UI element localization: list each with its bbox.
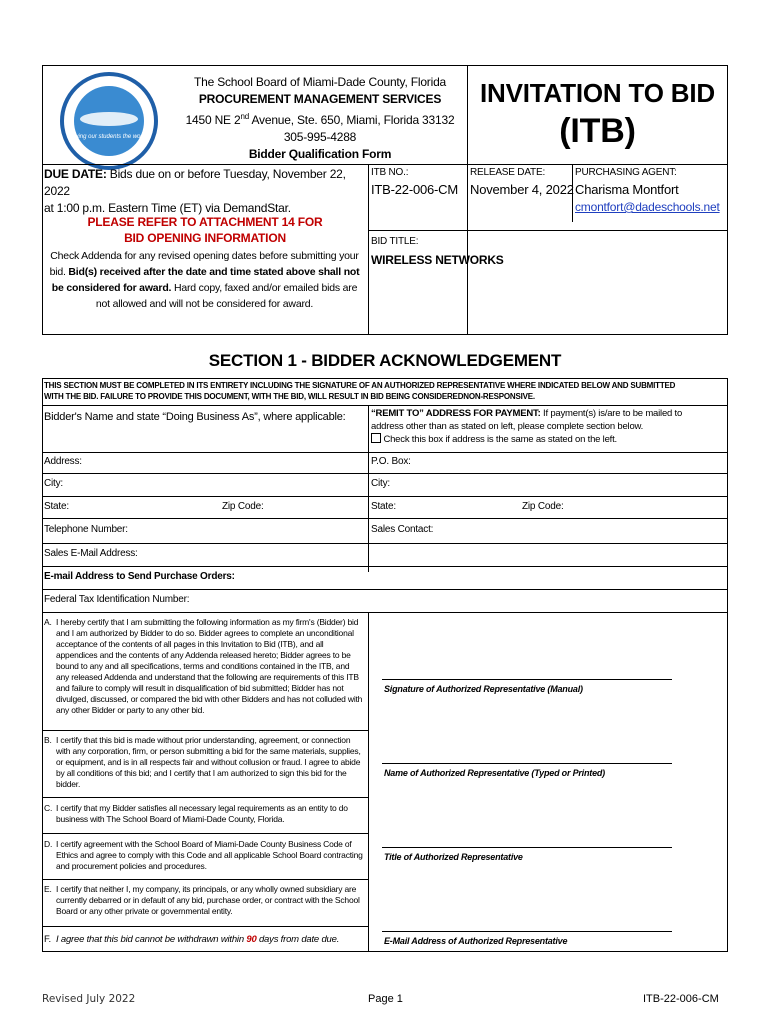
cert-line: bound to any and all specifications, terms and conditions contained in the ITB, and xyxy=(56,661,350,671)
address-line: 1450 NE 2nd Avenue, Ste. 650, Miami, Florida 33132 xyxy=(185,112,455,127)
logo-wave-icon xyxy=(80,112,138,126)
purchasing-agent-name: Charisma Montfort xyxy=(575,182,679,197)
cert-line: I certify that neither I, my company, its principals, or any wholly owned subsidiary are xyxy=(56,884,357,894)
city-field-left[interactable]: City: xyxy=(44,478,64,489)
bidder-name-field[interactable]: Bidder's Name and state “Doing Business As”, where applicable: xyxy=(44,411,346,423)
footer-page-number: Page 1 xyxy=(368,993,403,1005)
cert-line: or equipment, and is in all respects fair and without collusion or fraud. I agree to abide xyxy=(56,757,361,767)
footer-itb-code: ITB-22-006-CM xyxy=(643,993,719,1005)
cert-line: appendices and the contents of any Addenda released hereto; Bidder agrees to be xyxy=(56,650,351,660)
signature-title-field[interactable]: Title of Authorized Representative xyxy=(384,852,523,862)
cert-e-text xyxy=(56,884,366,917)
cert-b-text xyxy=(56,735,366,790)
cert-line: and procurement policies and procedures. xyxy=(56,861,207,871)
city-field-right[interactable]: City: xyxy=(371,478,391,489)
addenda-note: Check Addenda for any revised opening dates before submitting your bid. Bid(s) received after the date and time stated above shall not be considered for award. Hard copy, faxed and/or emailed bids are not allowed and will not be considered for award. xyxy=(49,250,360,310)
state-field-right[interactable]: State: xyxy=(371,501,396,512)
cert-line: I certify that my Bidder satisfies all necessary legal requirements as an entity to do xyxy=(56,803,348,813)
remit-to-block: “REMIT TO” ADDRESS FOR PAYMENT: If payment(s) is/are to be mailed to address other than as stated on left, please complete section below. Check this box if address is the same as stated on the left. xyxy=(371,408,683,445)
cert-line: bidder. xyxy=(56,779,81,789)
cert-line: I hereby certify that I am submitting the following information as my firm's (Bidder) bid xyxy=(56,617,359,627)
cert-a-letter: A. xyxy=(44,617,52,627)
org-line: The School Board of Miami-Dade County, Florida xyxy=(193,75,447,89)
cert-line: business with The School Board of Miami-Dade County, Florida. xyxy=(56,814,285,824)
cert-line: I certify that this bid is made without prior understanding, agreement, or connection xyxy=(56,735,351,745)
title-line1: INVITATION TO BID xyxy=(480,78,715,108)
telephone-field[interactable]: Telephone Number: xyxy=(44,524,128,535)
footer-revised: Revised July 2022 xyxy=(42,993,136,1005)
cert-d-letter: D. xyxy=(44,839,53,849)
sales-email-field[interactable]: Sales E-Mail Address: xyxy=(44,548,138,559)
cert-line: and failure to comply will result in disqualification of bid submitted; Bidder has not xyxy=(56,683,344,693)
po-email-field[interactable]: E-mail Address to Send Purchase Orders: xyxy=(44,571,235,582)
itb-no-value: ITB-22-006-CM xyxy=(371,182,458,197)
cert-line: acceptance of the contents of all pages in this Invitation to Bid (ITB), and all xyxy=(56,639,324,649)
cert-line: I certify agreement with the School Board of Miami-Dade County Business Code of xyxy=(56,839,352,849)
dept-line: PROCUREMENT MANAGEMENT SERVICES xyxy=(198,92,442,106)
form-name: Bidder Qualification Form xyxy=(248,147,392,161)
cert-line: Ethics and agree to comply with this Code and all applicable School Board contracting xyxy=(56,850,363,860)
tax-id-field[interactable]: Federal Tax Identification Number: xyxy=(44,594,190,605)
cert-line: currently debarred or in default of any bid, purchase order, or contract with the School xyxy=(56,895,360,905)
signature-name-field[interactable]: Name of Authorized Representative (Typed or Printed) xyxy=(384,768,605,778)
refer-attachment-note: PLEASE REFER TO ATTACHMENT 14 FOR BID OPENING INFORMATION xyxy=(87,215,323,245)
logo-tagline: giving our students the world xyxy=(70,134,148,140)
signature-manual-field[interactable]: Signature of Authorized Representative (Manual) xyxy=(384,684,583,694)
due-date-block: DUE DATE: Bids due on or before Tuesday, November 22, 2022 at 1:00 p.m. Eastern Time (ET) via DemandStar. xyxy=(44,167,346,215)
zip-field-left[interactable]: Zip Code: xyxy=(222,501,264,512)
cert-d-text xyxy=(56,839,366,872)
cert-f-text: I agree that this bid cannot be withdrawn within 90 days from date due. xyxy=(56,934,340,945)
release-date-label: RELEASE DATE: xyxy=(470,167,546,178)
bid-title-label: BID TITLE: xyxy=(371,236,419,247)
po-box-field[interactable]: P.O. Box: xyxy=(371,456,411,467)
cert-line: divulged, discussed, or compared the bid with other Bidders and has not colluded with xyxy=(56,694,363,704)
cert-line: any released Addenda and understand that the following are requirements of this ITB xyxy=(56,672,359,682)
cert-line: Board or any other private or governmental entity. xyxy=(56,906,233,916)
purchasing-agent-email-link[interactable]: cmontfort@dadeschools.net xyxy=(575,200,720,214)
cert-line: and I am authorized by Bidder to do so. Bidder agrees to complete an unconditional xyxy=(56,628,354,638)
same-address-checkbox[interactable] xyxy=(371,433,381,443)
zip-field-right[interactable]: Zip Code: xyxy=(522,501,564,512)
purchasing-agent-label: PURCHASING AGENT: xyxy=(575,167,677,178)
cert-line: by all conditions of this bid; and I certify that I am authorized to sign this bid for the xyxy=(56,768,347,778)
section-notice: THIS SECTION MUST BE COMPLETED IN ITS ENTIRETY INCLUDING THE SIGNATURE OF AN AUTHORIZED REPRESENTATIVE WHERE INDICATED BELOW AND SUBMITTED WITH THE BID. FAILURE TO PROVIDE THIS DOCUMENT, WITH THE BID, WILL RESULT IN BID BEING CONSIDEREDNON-RESPONSIVE. xyxy=(44,381,676,401)
title-line2: (ITB) xyxy=(559,112,636,150)
phone-line: 305-995-4288 xyxy=(283,130,357,144)
school-board-logo xyxy=(60,72,158,170)
cert-c-text xyxy=(56,803,366,825)
cert-f-letter: F. xyxy=(44,934,51,945)
section-heading: SECTION 1 - BIDDER ACKNOWLEDGEMENT xyxy=(208,351,562,370)
cert-c-letter: C. xyxy=(44,803,53,813)
cert-line: any other Bidder or party to any other bid. xyxy=(56,705,205,715)
cert-b-letter: B. xyxy=(44,735,52,745)
state-field-left[interactable]: State: xyxy=(44,501,69,512)
cert-e-letter: E. xyxy=(44,884,52,894)
header-org-block xyxy=(170,74,470,163)
signature-email-field[interactable]: E-Mail Address of Authorized Representative xyxy=(384,936,568,946)
itb-no-label: ITB NO.: xyxy=(371,167,409,178)
address-field[interactable]: Address: xyxy=(44,456,82,467)
bid-title-value: WIRELESS NETWORKS xyxy=(371,253,504,267)
cert-a-text xyxy=(56,617,366,716)
cert-line: with any corporation, firm, or person submitting a bid for the same materials, supplies, xyxy=(56,746,361,756)
sales-contact-field[interactable]: Sales Contact: xyxy=(371,524,434,535)
release-date-value: November 4, 2022 xyxy=(470,182,574,197)
